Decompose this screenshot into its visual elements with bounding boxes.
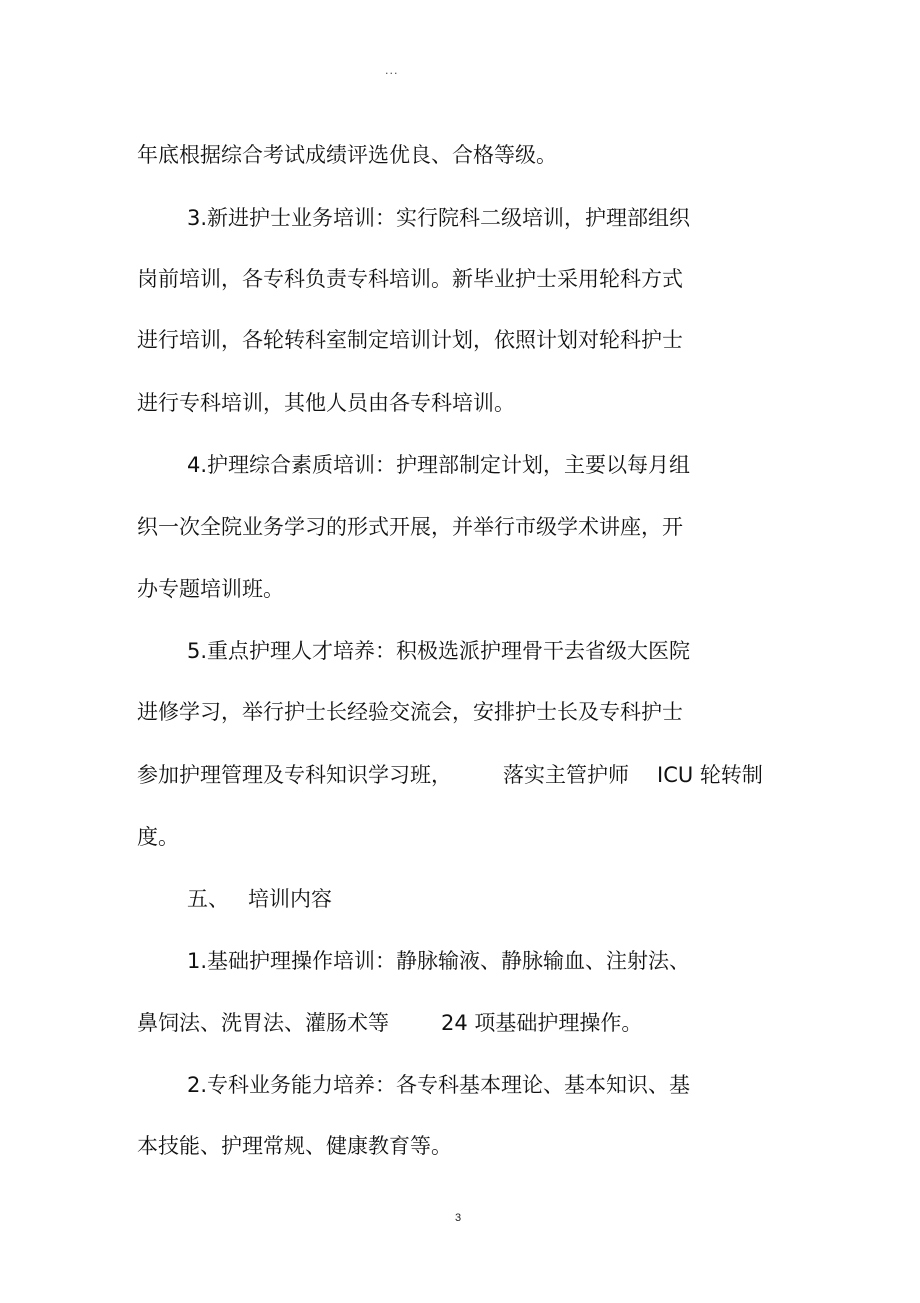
text-line: 办专题培训班。: [137, 577, 284, 601]
page-number: 3: [455, 1212, 462, 1224]
header-ellipsis: ...: [385, 64, 399, 77]
text-line: 鼻饲法、洗胃法、灌肠术等: [137, 1011, 389, 1035]
text-line: 进修学习，举行护士长经验交流会，安排护士长及专科护士: [137, 700, 683, 724]
text-segment: ICU 轮转制: [657, 763, 763, 787]
text-line: 本技能、护理常规、健康教育等。: [137, 1134, 452, 1158]
text-segment: 24 项基础护理操作。: [441, 1011, 643, 1035]
text-line: 年底根据综合考试成绩评选优良、合格等级。: [137, 143, 557, 167]
text-line: 进行专科培训，其他人员由各专科培训。: [137, 391, 515, 415]
text-line: 参加护理管理及专科知识学习班，: [137, 763, 452, 787]
text-line: 4.护理综合素质培训：护理部制定计划，主要以每月组: [187, 453, 691, 477]
text-segment: 落实主管护师: [503, 763, 629, 787]
text-line: 岗前培训，各专科负责专科培训。新毕业护士采用轮科方式: [137, 267, 683, 291]
text-line: 2.专科业务能力培养：各专科基本理论、基本知识、基: [187, 1073, 691, 1097]
text-line: 3.新进护士业务培训：实行院科二级培训，护理部组织: [187, 206, 691, 230]
text-line: 织一次全院业务学习的形式开展，并举行市级学术讲座，开: [137, 515, 683, 539]
section-title: 培训内容: [248, 887, 332, 911]
text-line: 进行培训，各轮转科室制定培训计划，依照计划对轮科护士: [137, 328, 683, 352]
text-line: 度。: [137, 825, 179, 849]
text-line: 1.基础护理操作培训：静脉输液、静脉输血、注射法、: [187, 949, 691, 973]
section-number: 五、: [187, 887, 229, 911]
text-line: 5.重点护理人才培养：积极选派护理骨干去省级大医院: [187, 639, 691, 663]
